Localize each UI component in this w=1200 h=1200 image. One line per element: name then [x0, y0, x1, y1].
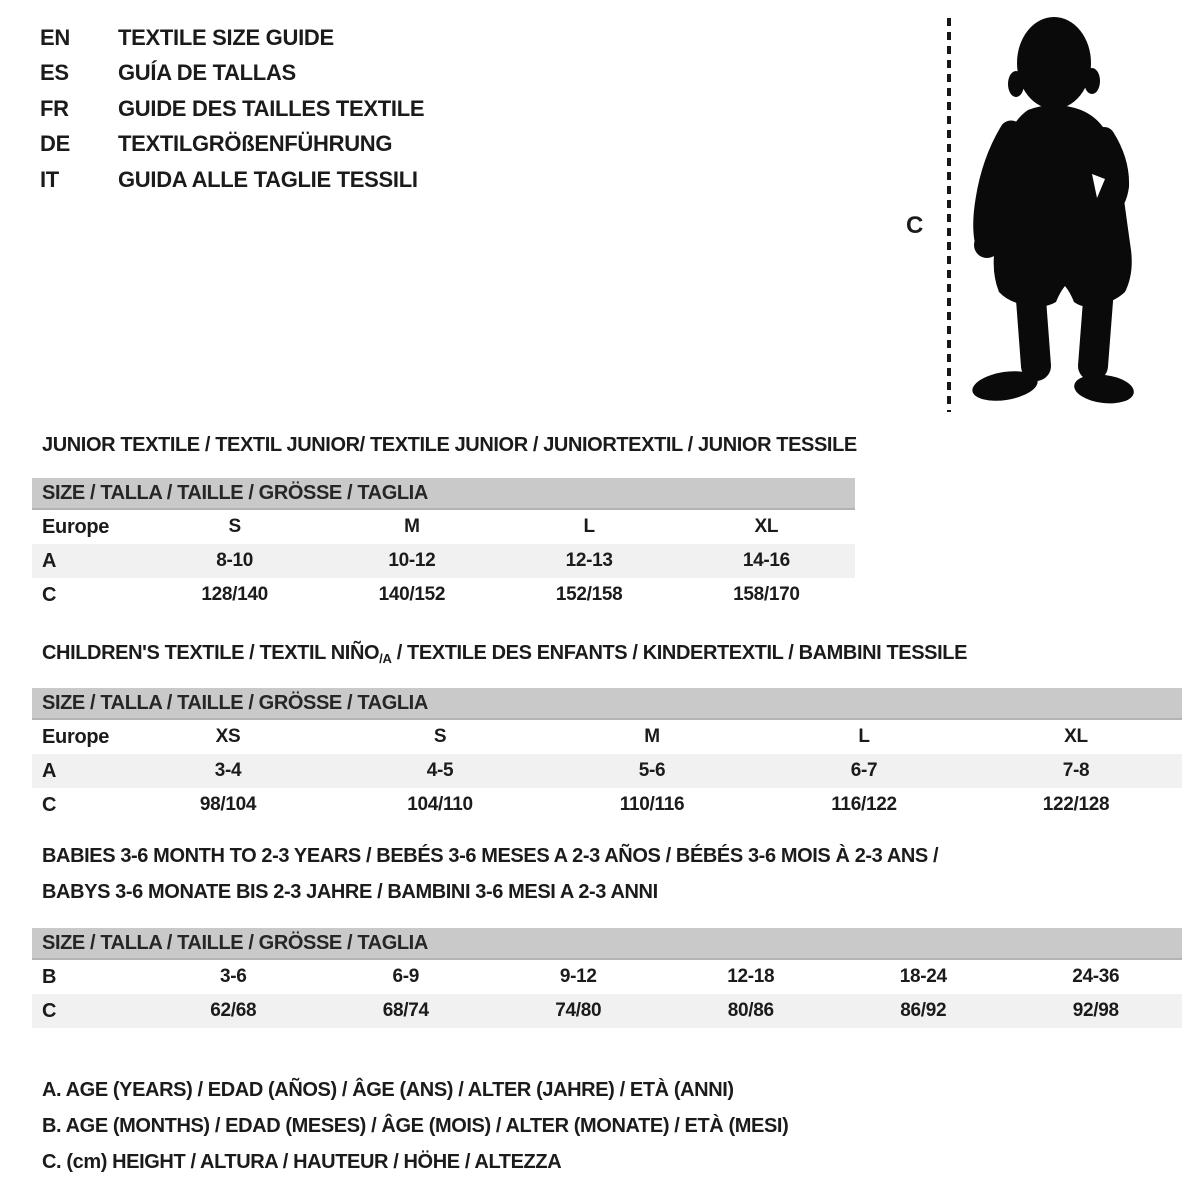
children-title-subscript: /A	[379, 651, 392, 666]
size-header-row	[32, 478, 855, 509]
size-cell: XL	[1064, 726, 1088, 747]
height-cell: 74/80	[492, 994, 665, 1028]
height-cell: 116/122	[831, 794, 897, 815]
size-header-bar: SIZE / TALLA / TAILLE / GRÖSSE / TAGLIA	[32, 688, 1182, 719]
table-row-height	[32, 994, 1182, 1028]
height-cell: 158/170	[733, 584, 800, 605]
table-row-europe	[32, 719, 1182, 754]
language-code: IT	[40, 166, 59, 192]
size-cell: S	[228, 516, 241, 537]
months-cell: 24-36	[1072, 966, 1120, 987]
months-cell: 12-18	[727, 966, 775, 987]
height-cell: 92/98	[1010, 994, 1183, 1028]
size-header-row	[32, 928, 1182, 959]
language-title: GUIDA ALLE TAGLIE TESSILI	[118, 166, 418, 192]
size-header-bar: SIZE / TALLA / TAILLE / GRÖSSE / TAGLIA	[32, 928, 1182, 959]
language-code: DE	[40, 131, 70, 157]
row-label: A	[32, 754, 122, 788]
age-cell: 6-7	[758, 754, 970, 788]
junior-section-title: JUNIOR TEXTILE / TEXTIL JUNIOR/ TEXTILE JUNIOR / JUNIORTEXTIL / JUNIOR TESSILE	[42, 434, 857, 456]
babies-section-title-line1: BABIES 3-6 MONTH TO 2-3 YEARS / BEBÉS 3-6 MESES A 2-3 AÑOS / BÉBÉS 3-6 MOIS À 2-3 ANS /	[42, 845, 939, 867]
junior-size-table	[32, 478, 855, 612]
size-cell: XS	[215, 726, 241, 747]
age-cell: 14-16	[678, 544, 855, 578]
baby-silhouette-icon	[966, 14, 1144, 414]
table-row-height	[32, 788, 1182, 822]
language-row-en	[40, 20, 424, 56]
height-cell: 98/104	[199, 794, 257, 815]
size-cell: M	[644, 726, 660, 747]
months-cell: 3-6	[219, 966, 247, 987]
table-row-europe	[32, 509, 855, 544]
legend-line-b: B. AGE (MONTHS) / EDAD (MESES) / ÂGE (MOIS) / ALTER (MONATE) / ETÀ (MESI)	[42, 1115, 789, 1137]
size-cell: S	[433, 726, 447, 747]
height-cell: 68/74	[320, 994, 493, 1028]
table-row-age	[32, 544, 855, 578]
language-title: TEXTILGRÖßENFÜHRUNG	[118, 131, 393, 157]
height-cell: 80/86	[665, 994, 838, 1028]
legend-line-c: C. (cm) HEIGHT / ALTURA / HAUTEUR / HÖHE / ALTEZZA	[42, 1151, 562, 1173]
language-row-it	[40, 162, 424, 198]
table-row-months	[32, 959, 1182, 994]
legend	[42, 1072, 788, 1180]
size-header-bar: SIZE / TALLA / TAILLE / GRÖSSE / TAGLIA	[32, 478, 855, 509]
babies-size-table	[32, 928, 1182, 1028]
height-cell: 128/140	[201, 584, 268, 605]
height-cell: 110/116	[619, 794, 685, 815]
months-cell: 9-12	[559, 966, 597, 987]
children-section-title	[42, 642, 967, 666]
language-list	[40, 20, 424, 198]
months-cell: 6-9	[392, 966, 420, 987]
age-cell: 5-6	[546, 754, 758, 788]
size-cell: L	[583, 516, 595, 537]
babies-section-title-line2: BABYS 3-6 MONATE BIS 2-3 JAHRE / BAMBINI 3-6 MESI A 2-3 ANNI	[42, 881, 658, 903]
height-cell: 140/152	[378, 584, 446, 605]
language-code: ES	[40, 60, 69, 86]
size-cell: M	[404, 516, 420, 537]
months-cell: 18-24	[899, 966, 947, 987]
language-code: FR	[40, 95, 69, 121]
children-title-text-cont: / TEXTILE DES ENFANTS / KINDERTEXTIL / BAMBINI TESSILE	[391, 642, 968, 664]
age-cell: 3-4	[122, 754, 334, 788]
age-cell: 12-13	[501, 544, 678, 578]
age-cell: 10-12	[323, 544, 500, 578]
table-row-age	[32, 754, 1182, 788]
size-header-row	[32, 688, 1182, 719]
children-title-text: CHILDREN'S TEXTILE / TEXTIL NIÑO	[42, 642, 380, 664]
children-size-table	[32, 688, 1182, 822]
height-measure-label: C	[906, 212, 924, 239]
row-label: C	[42, 793, 57, 816]
language-title: TEXTILE SIZE GUIDE	[118, 24, 334, 50]
size-cell: L	[858, 726, 870, 747]
row-label: C	[42, 583, 57, 606]
age-cell: 8-10	[146, 544, 323, 578]
row-label: B	[42, 965, 57, 988]
table-row-height	[32, 578, 855, 612]
language-row-de	[40, 127, 424, 163]
row-label: C	[32, 994, 147, 1028]
row-label: A	[32, 544, 146, 578]
language-code: EN	[40, 24, 70, 50]
age-cell: 7-8	[970, 754, 1182, 788]
size-cell: XL	[754, 516, 779, 537]
language-title: GUIDE DES TAILLES TEXTILE	[118, 95, 425, 121]
row-label: Europe	[42, 515, 110, 538]
age-cell: 4-5	[334, 754, 546, 788]
height-measure-dashed-line	[947, 18, 951, 412]
height-cell: 86/92	[837, 994, 1010, 1028]
language-row-es	[40, 56, 424, 92]
row-label: Europe	[42, 725, 110, 748]
language-row-fr	[40, 91, 424, 127]
height-cell: 152/158	[555, 584, 623, 605]
height-cell: 104/110	[407, 794, 473, 815]
height-cell: 62/68	[147, 994, 320, 1028]
language-title: GUÍA DE TALLAS	[118, 60, 296, 86]
legend-line-a: A. AGE (YEARS) / EDAD (AÑOS) / ÂGE (ANS) / ALTER (JAHRE) / ETÀ (ANNI)	[42, 1079, 734, 1101]
height-cell: 122/128	[1042, 794, 1110, 815]
